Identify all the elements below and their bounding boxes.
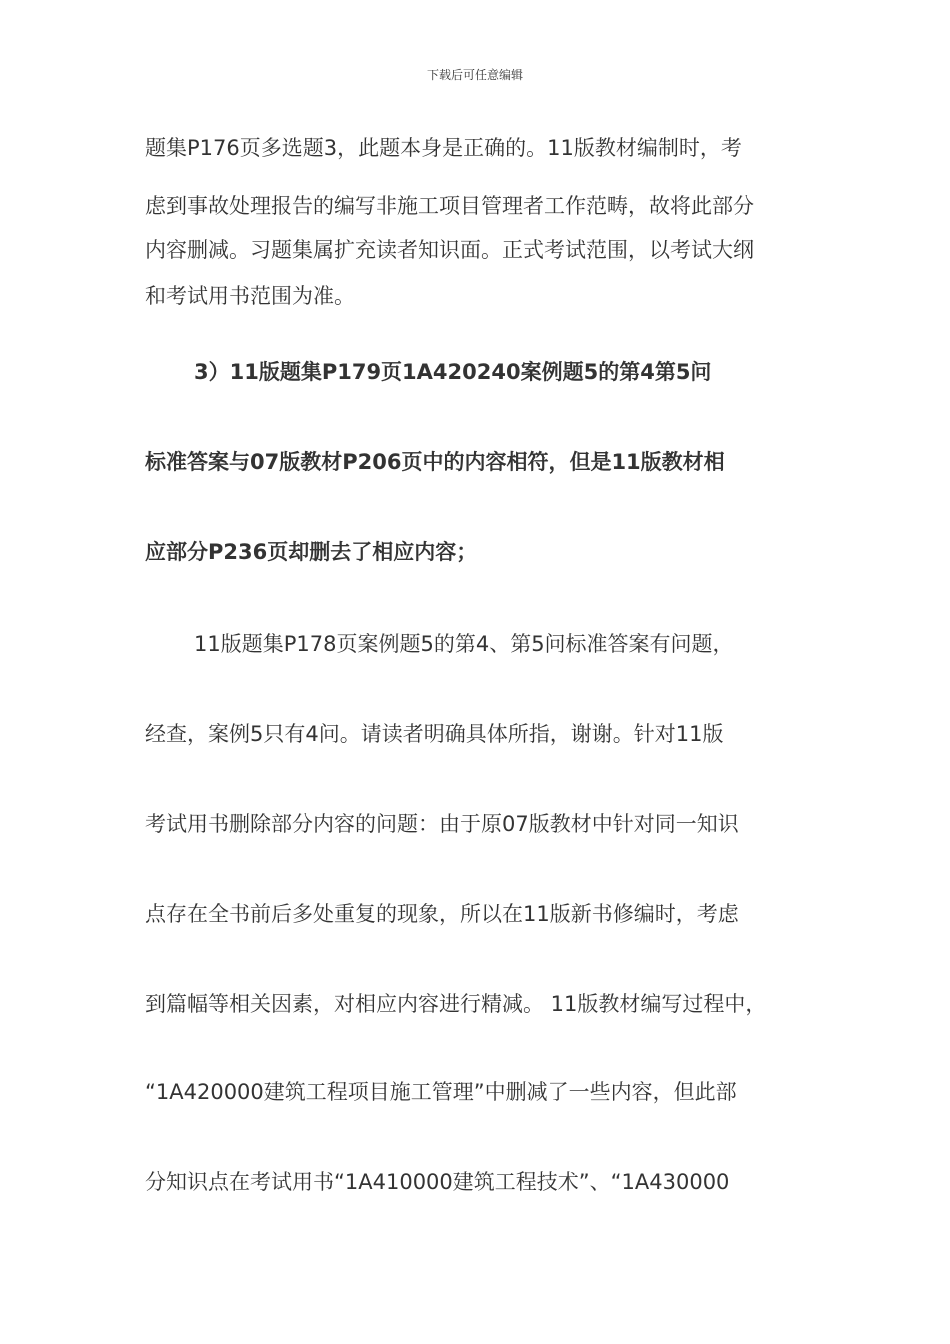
bold-heading-line: 应部分P236页却删去了相应内容； — [145, 540, 478, 564]
body-line: 题集P176页多选题3，此题本身是正确的。11版教材编制时，考 — [145, 136, 742, 160]
page-header: 下载后可任意编辑 — [426, 68, 523, 82]
body-line: 经查，案例5只有4问。请读者明确具体所指，谢谢。针对11版 — [145, 722, 724, 746]
bold-heading-line: 标准答案与07版教材P206页中的内容相符，但是11版教材相 — [145, 450, 725, 474]
body-line: 11版题集P178页案例题5的第4、第5问标准答案有问题， — [194, 632, 734, 656]
body-line: 考试用书删除部分内容的问题：由于原07版教材中针对同一知识 — [145, 812, 739, 836]
body-line: 点存在全书前后多处重复的现象，所以在11版新书修编时，考虑 — [145, 902, 739, 926]
body-line: 分知识点在考试用书“1A410000建筑工程技术”、“1A430000 — [145, 1170, 730, 1194]
body-line: 和考试用书范围为准。 — [145, 284, 355, 308]
bold-heading-line: 3）11版题集P179页1A420240案例题5的第4第5问 — [194, 360, 712, 384]
body-line: 虑到事故处理报告的编写非施工项目管理者工作范畴，故将此部分 — [145, 194, 754, 218]
body-line: 内容删减。习题集属扩充读者知识面。正式考试范围，以考试大纲 — [145, 238, 754, 262]
body-line: 到篇幅等相关因素，对相应内容进行精减。 11版教材编写过程中， — [145, 992, 767, 1016]
body-line: “1A420000建筑工程项目施工管理”中删减了一些内容，但此部 — [145, 1080, 737, 1104]
